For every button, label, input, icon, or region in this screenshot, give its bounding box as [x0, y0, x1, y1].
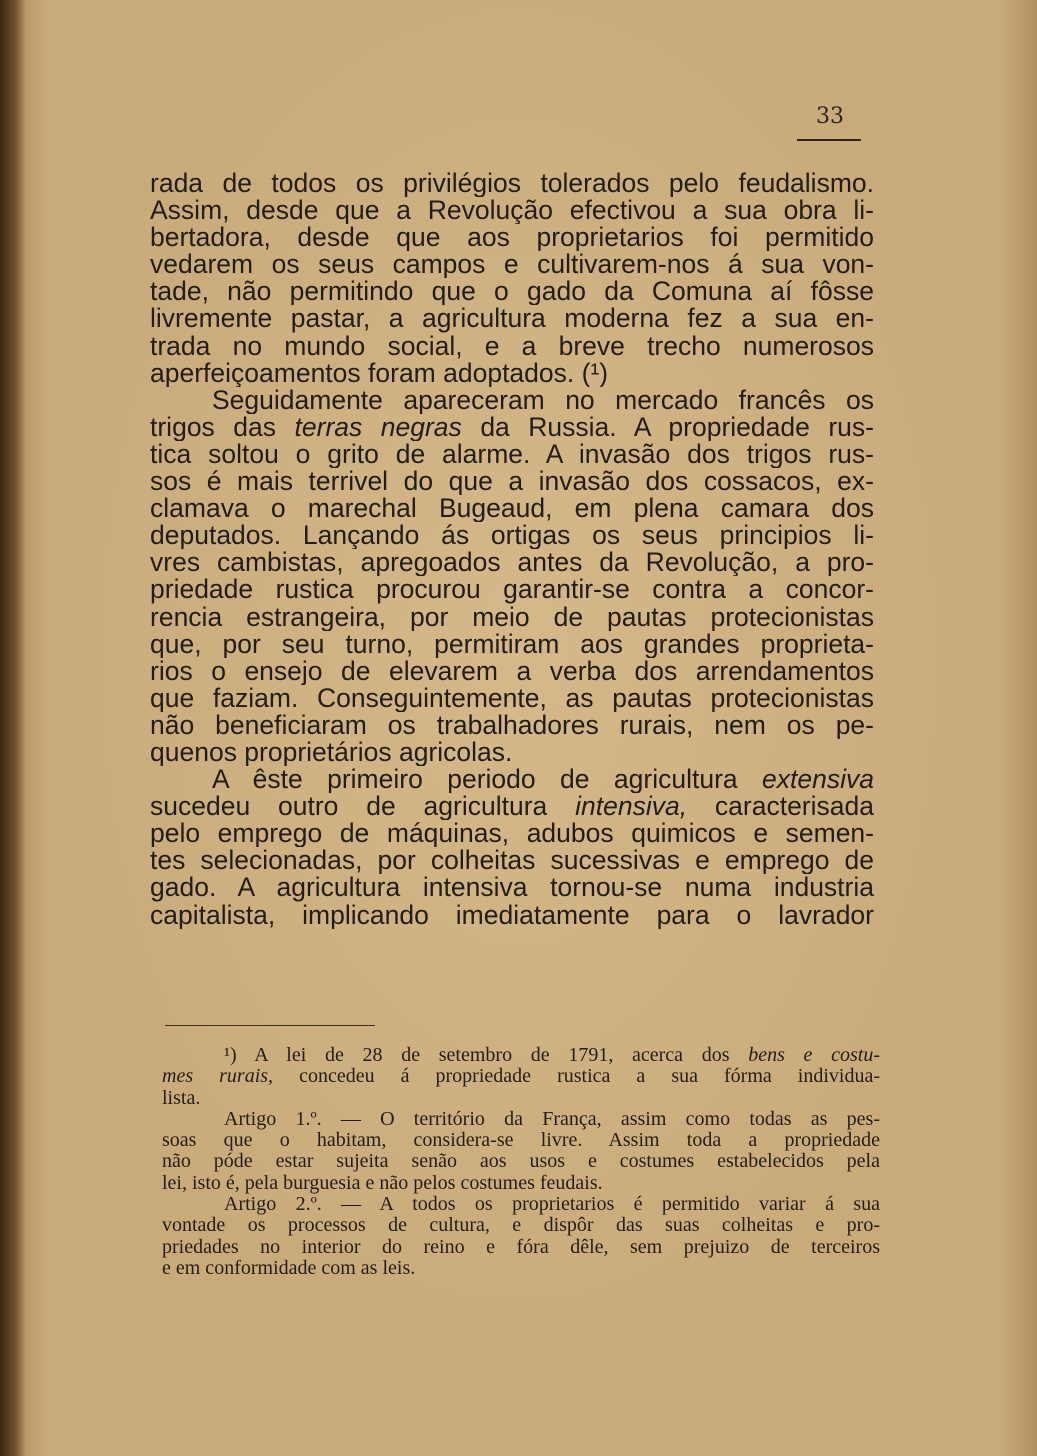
body-line: livremente pastar, a agricultura moderna fez a sua en-: [150, 305, 874, 333]
body-line: rencia estrangeira, por meio de pautas protecionistas: [150, 603, 874, 631]
footnote-italic-run: bens e costu-: [748, 1045, 880, 1066]
body-line: rada de todos os privilégios tolerados pelo feudalismo.: [150, 170, 874, 198]
body-text: [150, 170, 874, 929]
body-text-run: da Russia. A propriedade rus-: [461, 413, 874, 441]
footnotes: [162, 1045, 880, 1279]
body-line: tica soltou o grito de alarme. A invasão dos trigos rus-: [150, 440, 874, 469]
italic-term-extensiva: extensiva: [762, 766, 874, 794]
body-line: Assim, desde que a Revolução efectivou a sua obra li-: [150, 197, 874, 225]
body-line: rios o ensejo de elevarem a verba dos arrendamentos: [150, 657, 874, 685]
footnote-line-mixed: [162, 1066, 880, 1087]
italic-term-intensiva: intensiva,: [575, 793, 688, 821]
footnote-line: e em conformidade com as leis.: [162, 1257, 416, 1279]
footnote-line: Artigo 1.º. — O território da França, assim como todas as pes-: [224, 1108, 880, 1130]
body-text-run: caracterisada: [687, 793, 874, 821]
body-line: clamava o marechal Bugeaud, em plena camara dos: [150, 495, 874, 523]
body-line: quenos proprietários agricolas.: [150, 738, 513, 767]
footnote-line: lista.: [162, 1087, 201, 1109]
body-line-mixed: [150, 414, 874, 441]
footnote-line: vontade os processos de cultura, e dispôr das suas colheitas e pro-: [162, 1215, 880, 1237]
footnote-rule: [165, 1025, 375, 1026]
body-line: gado. A agricultura intensiva tornou-se numa industria: [150, 874, 874, 902]
body-line: pelo emprego de máquinas, adubos quimicos e semen-: [150, 820, 874, 848]
footnote-line: não póde estar sujeita senão aos usos e costumes estabelecidos pela: [162, 1151, 880, 1173]
footnote-italic-run: mes rurais,: [162, 1066, 274, 1088]
body-line: que, por seu turno, permitiram aos grandes proprieta-: [150, 630, 874, 658]
body-line: aperfeiçoamentos foram adoptados. (¹): [150, 359, 609, 387]
body-line: vedarem os seus campos e cultivarem-nos á sua von-: [150, 251, 874, 279]
body-line: tes selecionadas, por colheitas sucessivas e emprego de: [150, 847, 874, 875]
body-line: tade, não permitindo que o gado da Comuna aí fôsse: [150, 278, 874, 306]
body-line: deputados. Lançando ás ortigas os seus principios li-: [150, 522, 874, 550]
body-line: priedade rustica procurou garantir-se contra a concor-: [150, 576, 874, 604]
body-line: não beneficiaram os trabalhadores rurais, nem os pe-: [150, 711, 874, 739]
page-number-rule: [797, 139, 861, 141]
footnote-text-run: ¹) A lei de 28 de setembro de 1791, acerca dos: [224, 1045, 749, 1066]
body-text-run: trigos das: [150, 413, 295, 441]
footnote-line: soas que o habitam, considera-se livre. Assim toda a propriedade: [162, 1130, 880, 1152]
body-line: capitalista, implicando imediatamente para o lavrador: [150, 901, 874, 929]
footnote-text-run: concedeu á propriedade rustica a sua fórma individua-: [273, 1066, 880, 1088]
body-line: sos é mais terrivel do que a invasão dos cossacos, ex-: [150, 468, 874, 496]
page-binding-edge: [0, 0, 26, 1456]
italic-term-terras-negras: terras negras: [294, 413, 462, 441]
body-line-mixed: [150, 766, 874, 793]
body-text-run: sucedeu outro de agricultura: [150, 793, 576, 821]
footnote-line-mixed: [162, 1045, 880, 1066]
body-line: que faziam. Conseguintemente, as pautas protecionistas: [150, 684, 874, 712]
body-line: bertadora, desde que aos proprietarios foi permitido: [150, 224, 874, 252]
body-line: Seguidamente apareceram no mercado francês os: [212, 386, 874, 414]
body-line: vres cambistas, apregoados antes da Revolução, a pro-: [150, 549, 874, 577]
body-line: trada no mundo social, e a breve trecho numerosos: [150, 332, 874, 360]
footnote-line: priedades no interior do reino e fóra dêle, sem prejuizo de terceiros: [162, 1236, 880, 1258]
body-text-run: A êste primeiro periodo de agricultura: [212, 766, 763, 794]
page-number: 33: [816, 104, 844, 129]
footnote-line: Artigo 2.º. — A todos os proprietarios é permitido variar á sua: [224, 1194, 880, 1216]
body-line-mixed: [150, 793, 874, 820]
footnote-line: lei, isto é, pela burguesia e não pelos costumes feudais.: [162, 1172, 603, 1194]
